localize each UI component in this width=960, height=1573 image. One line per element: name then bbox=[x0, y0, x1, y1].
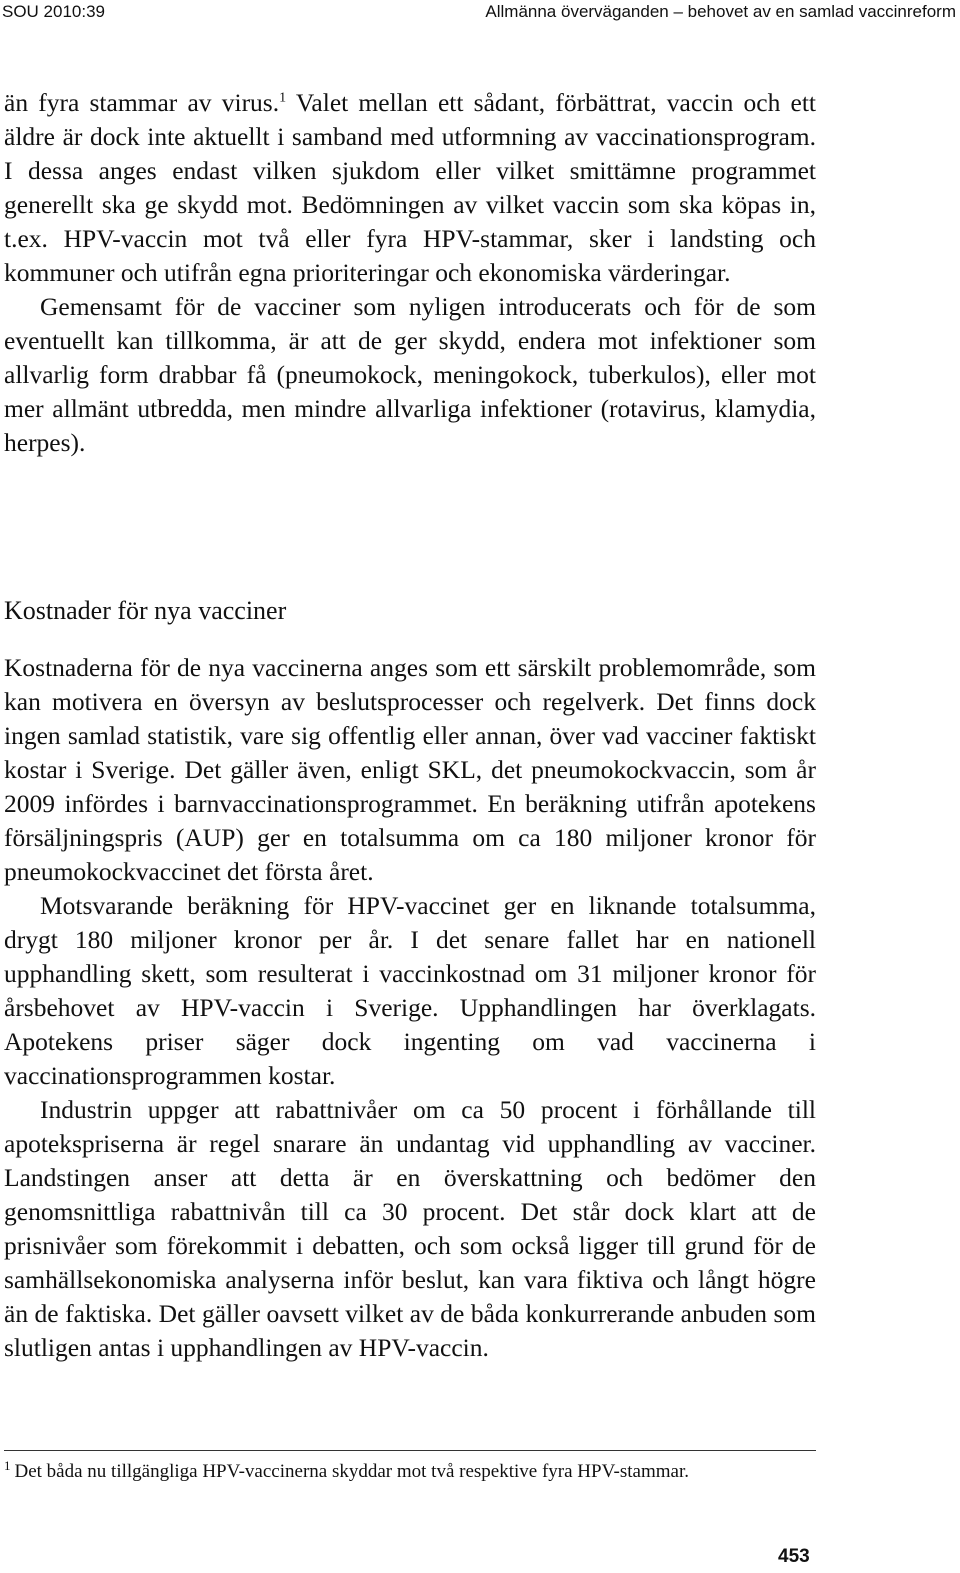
paragraph-text: Valet mellan ett sådant, förbättrat, vaccin och ett äldre är dock inte aktuellt i samband med utformning av vaccinationsprogram. I dessa anges endast vilken sjukdom eller vilket smittämne programmet generellt ska ge skydd mot. Bedömningen av vilket vaccin som ska köpas in, t.ex. HPV-vaccin mot två eller fyra HPV-stammar, sker i landsting och kommuner och utifrån egna prioriteringar och ekonomiska värderingar. bbox=[4, 88, 816, 287]
paragraph: Motsvarande beräkning för HPV-vaccinet ger en liknande totalsumma, drygt 180 miljoner kronor per år. I det senare fallet har en nationell upphandling skett, som resulterat i vaccinkostnad om 31 miljoner kronor för årsbehovet av HPV-vaccin i Sverige. Upphandlingen har överklagats. Apotekens priser säger dock ingenting om vad vaccinerna i vaccinationsprogrammen kostar. bbox=[4, 891, 816, 1090]
paragraph: Gemensamt för de vacciner som nyligen introducerats och för de som eventuellt kan tillkomma, är att de ger skydd, endera mot infektioner som allvarlig form drabbar få (pneumokock, meningokock, tuberkulos), eller mot mer allmänt utbredda, men mindre allvarliga infektioner (rotavirus, klamydia, herpes). bbox=[4, 292, 816, 457]
footnote-divider bbox=[4, 1450, 816, 1451]
report-id: SOU 2010:39 bbox=[2, 2, 106, 21]
footnote-number: 1 bbox=[4, 1457, 11, 1473]
paragraph: Kostnaderna för de nya vaccinerna anges som ett särskilt problemområde, som kan motivera en översyn av beslutsprocesser och regelverk. Det finns dock ingen samlad statistik, vare sig offentlig eller annan, över vad vacciner faktiskt kostar i Sverige. Det gäller även, enligt SKL, det pneumokockvaccin, som år 2009 infördes i barnvaccinationsprogrammet. En beräkning utifrån apotekens försäljningspris (AUP) ger en totalsumma om ca 180 miljoner kronor för pneumokockvaccinet det första året. bbox=[4, 653, 816, 886]
footnote-text: Det båda nu tillgängliga HPV-vaccinerna skyddar mot två respektive fyra HPV-stammar. bbox=[14, 1461, 690, 1482]
paragraph: Industrin uppger att rabattnivåer om ca 50 procent i förhållande till apotekspriserna är regel snarare än undantag vid upphandling av vacciner. Landstingen anser att detta är en överskattning och bedömer den genomsnittliga rabattnivån till ca 30 procent. Det står dock klart att de prisnivåer som förekommit i debatten, och som också ligger till grund för de samhällsekonomiska analyserna inför beslut, kan vara fiktiva och långt högre än de faktiska. Det gäller oavsett vilket av de båda konkurrerande anbuden som slutligen antas i upphandlingen av HPV-vaccin. bbox=[4, 1095, 816, 1362]
running-head bbox=[0, 0, 958, 24]
section-heading: Kostnader för nya vacciner bbox=[4, 596, 287, 625]
body-block-costs bbox=[4, 651, 816, 1365]
footnote bbox=[4, 1459, 816, 1485]
page-number: 453 bbox=[778, 1546, 810, 1567]
paragraph bbox=[4, 86, 816, 290]
chapter-title: Allmänna överväganden – behovet av en samlad vaccinreform bbox=[485, 2, 956, 21]
body-block-intro bbox=[4, 86, 816, 460]
footnote-reference[interactable]: 1 bbox=[279, 90, 287, 106]
paragraph-text: än fyra stammar av virus. bbox=[4, 88, 280, 117]
